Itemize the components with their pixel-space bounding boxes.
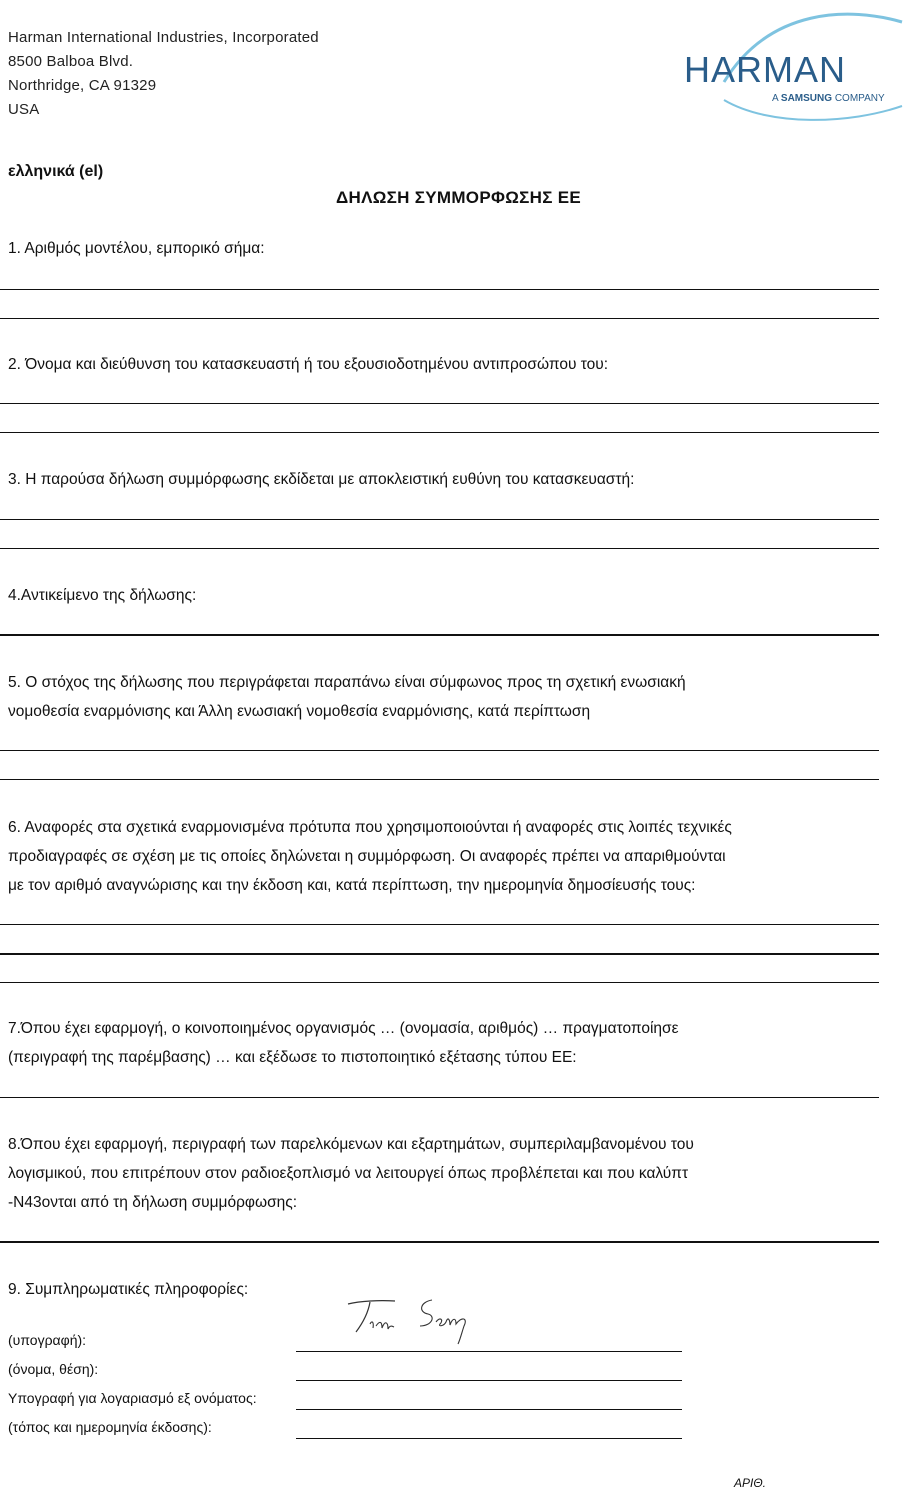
fill-line [0, 953, 879, 955]
company-address [8, 26, 319, 122]
logo-tagline: A SAMSUNG COMPANY [772, 93, 885, 104]
section-5-line: 5. Ο στόχος της δήλωσης που περιγράφεται παραπάνω είναι σύμφωνος προς τη σχετική ενωσιακή [8, 674, 686, 691]
section-6-line: 6. Αναφορές στα σχετικά εναρμονισμένα πρότυπα που χρησιμοποιούνται ή αναφορές στις λοιπές τεχνικές [8, 819, 732, 836]
fill-line [0, 779, 879, 780]
address-line: Harman International Industries, Incorporated [8, 29, 319, 46]
address-line: Northridge, CA 91329 [8, 77, 157, 94]
place-date-line [296, 1438, 682, 1439]
on-behalf-label: Υπογραφή για λογαριασμό εξ ονόματος: [8, 1390, 257, 1406]
fill-line [0, 924, 879, 925]
section-6-line: προδιαγραφές σε σχέση με τις οποίες δηλώνεται η συμμόρφωση. Οι αναφορές πρέπει να απαριθμούνται [8, 848, 726, 865]
fill-line [0, 750, 879, 751]
document-number-label: ΑΡΙΘ. [734, 1476, 767, 1490]
handwritten-signature [340, 1292, 490, 1352]
place-date-label: (τόπος και ημερομηνία έκδοσης): [8, 1419, 212, 1435]
section-8-line: 8.Όπου έχει εφαρμογή, περιγραφή των παρελκόμενων και εξαρτημάτων, συμπεριλαμβανομένου του [8, 1136, 694, 1153]
on-behalf-line [296, 1409, 682, 1410]
fill-line [0, 548, 879, 549]
section-2-label: 2. Όνομα και διεύθυνση του κατασκευαστή ή του εξουσιοδοτημένου αντιπροσώπου του: [8, 356, 609, 373]
section-4-label: 4.Αντικείμενο της δήλωσης: [8, 587, 197, 604]
fill-line [0, 432, 879, 433]
section-9-label: 9. Συμπληρωματικές πληροφορίες: [8, 1281, 249, 1298]
fill-line [0, 519, 879, 520]
section-8-line: λογισμικού, που επιτρέπουν στον ραδιοεξοπλισμό να λειτουργεί όπως προβλέπεται και που καλύπτ [8, 1165, 689, 1182]
signature-line [296, 1351, 682, 1352]
address-line: 8500 Balboa Blvd. [8, 53, 134, 70]
name-position-line [296, 1380, 682, 1381]
section-6-line: με τον αριθμό αναγνώρισης και την έκδοση και, κατά περίπτωση, την ημερομηνία δημοσίευσής τους: [8, 877, 696, 894]
signature-label: (υπογραφή): [8, 1332, 87, 1348]
fill-line [0, 982, 879, 983]
section-6-label [8, 813, 888, 900]
harman-logo [680, 12, 912, 130]
language-label: ελληνικά (el) [8, 163, 104, 180]
section-8-label [8, 1130, 888, 1217]
fill-line [0, 1241, 879, 1243]
page-title: ΔΗΛΩΣΗ ΣΥΜΜΟΡΦΩΣΗΣ ΕΕ [335, 188, 582, 207]
address-line: USA [8, 101, 40, 118]
fill-line [0, 318, 879, 319]
section-3-label: 3. Η παρούσα δήλωση συμμόρφωσης εκδίδεται με αποκλειστική ευθύνη του κατασκευαστή: [8, 471, 635, 488]
logo-brand: HARMAN [684, 49, 847, 90]
fill-line [0, 403, 879, 404]
fill-line [0, 289, 879, 290]
section-1-label: 1. Αριθμός μοντέλου, εμπορικό σήμα: [8, 240, 265, 257]
name-position-label: (όνομα, θέση): [8, 1361, 99, 1377]
section-7-line: 7.Όπου έχει εφαρμογή, ο κοινοποιημένος οργανισμός … (ονομασία, αριθμός) … πραγματοποίησε [8, 1020, 679, 1037]
fill-line [0, 634, 879, 636]
section-7-line: (περιγραφή της παρέμβασης) … και εξέδωσε το πιστοποιητικό εξέτασης τύπου ΕΕ: [8, 1049, 577, 1066]
section-8-line: -N43ονται από τη δήλωση συμμόρφωσης: [8, 1194, 298, 1211]
section-7-label [8, 1014, 888, 1072]
section-5-line: νομοθεσία εναρμόνισης και Άλλη ενωσιακή νομοθεσία εναρμόνισης, κατά περίπτωση [8, 703, 591, 720]
fill-line [0, 1097, 879, 1098]
section-5-label [8, 668, 888, 726]
